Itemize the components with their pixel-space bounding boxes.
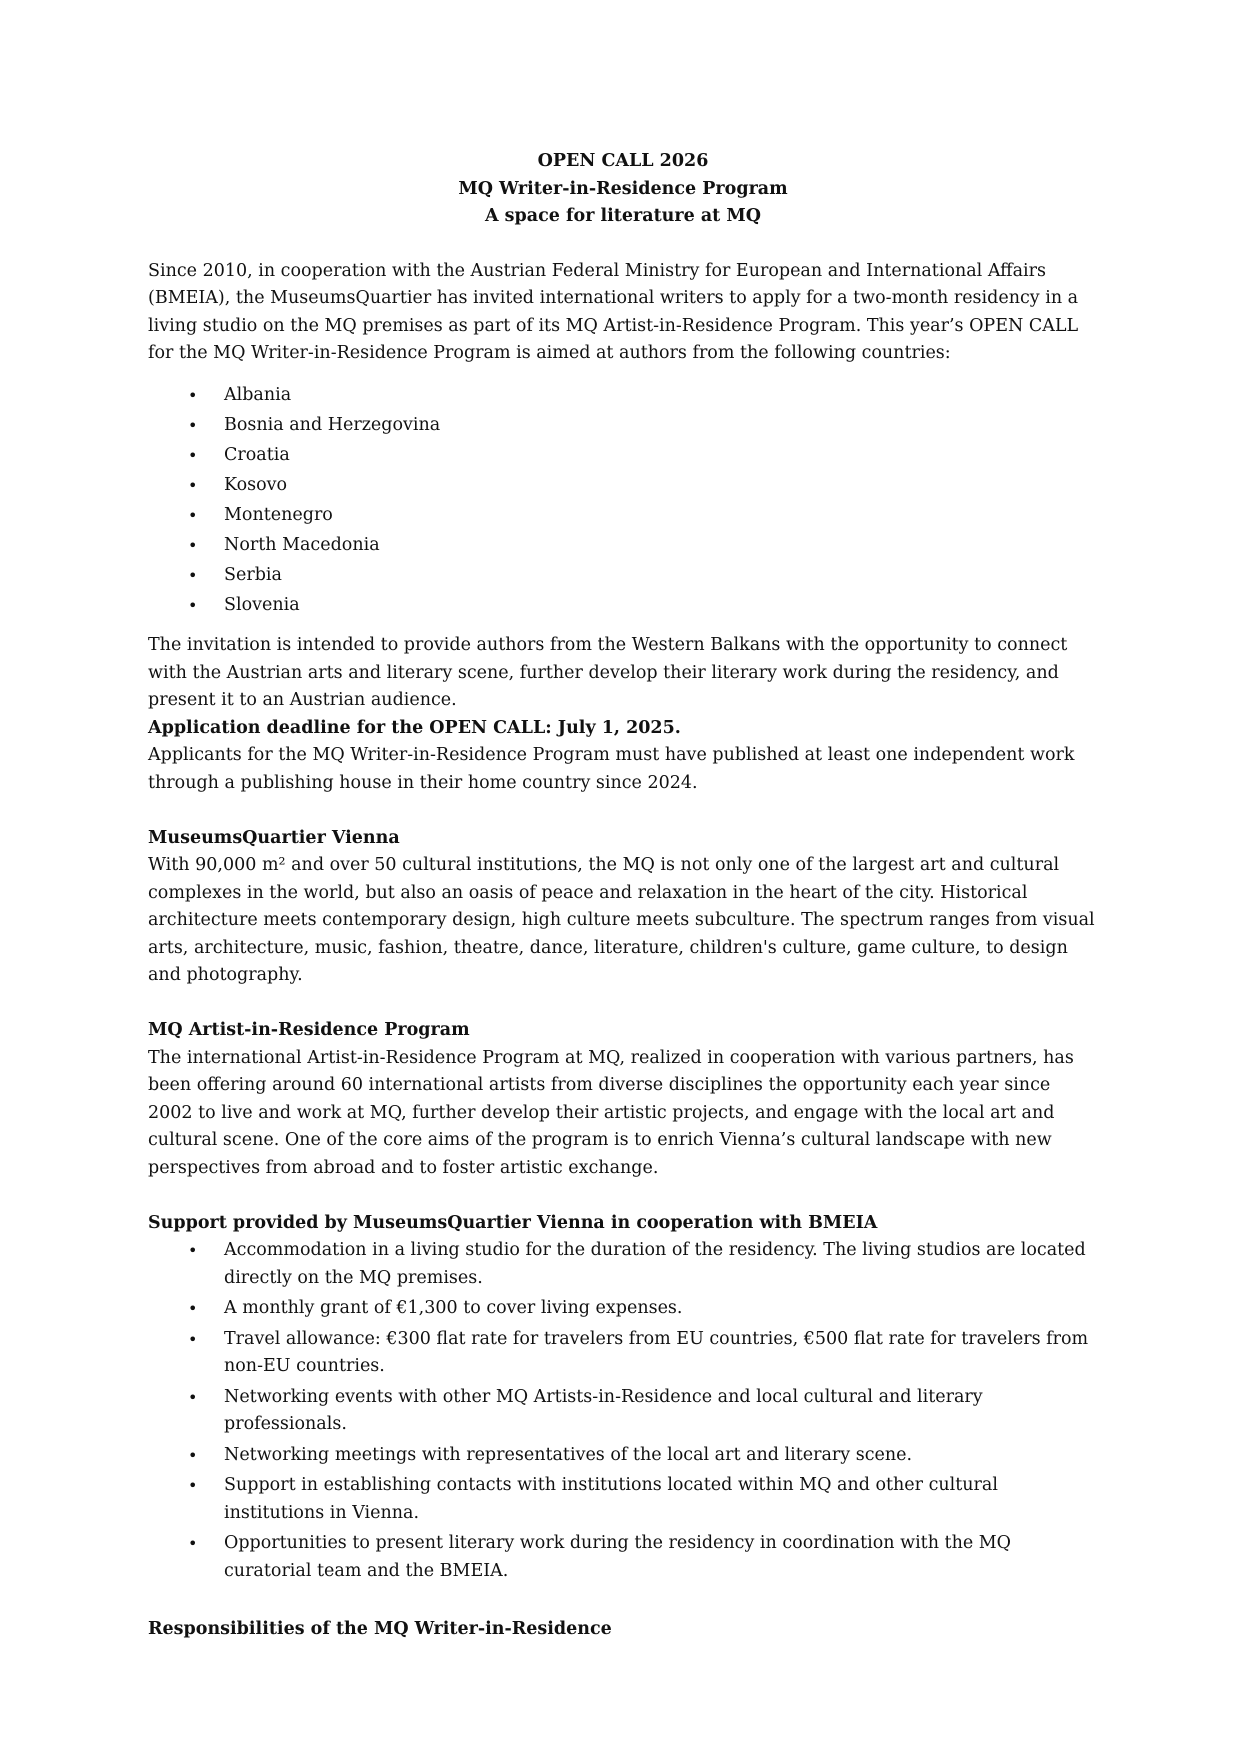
country-name: Croatia bbox=[224, 444, 290, 465]
country-name: Kosovo bbox=[224, 474, 288, 495]
intro-paragraph: Since 2010, in cooperation with the Austrian Federal Ministry for European and International Affairs (BMEIA), the MuseumsQuartier has invited international writers to apply for a two-month residency in a living studio on the MQ premises as part of its MQ Artist-in-Residence Program. This year’s OPEN CALL for the MQ Writer-in-Residence Program is aimed at authors from the following countries: bbox=[148, 260, 1079, 363]
invitation-paragraph: The invitation is intended to provide authors from the Western Balkans with the opportunity to connect with the Austrian arts and literary scene, further develop their literary work during the residency, and present it to an Austrian audience. bbox=[148, 635, 1068, 710]
support-item-text: Networking meetings with representatives of the local art and literary scene. bbox=[224, 1444, 913, 1465]
list-item bbox=[148, 1530, 1098, 1585]
country-name: Albania bbox=[224, 384, 292, 405]
list-item bbox=[148, 532, 1098, 560]
bullet-icon: • bbox=[188, 445, 198, 465]
bullet-icon: • bbox=[188, 1329, 198, 1349]
bullet-icon: • bbox=[188, 1445, 198, 1465]
program-title: MQ Writer-in-Residence Program bbox=[458, 178, 788, 199]
support-item-text: Support in establishing contacts with institutions located within MQ and other cultural institutions in Vienna. bbox=[224, 1475, 998, 1523]
spacer bbox=[148, 990, 1098, 1018]
support-item-text: Networking events with other MQ Artists-in-Residence and local cultural and literary professionals. bbox=[224, 1386, 983, 1434]
support-item-text: A monthly grant of €1,300 to cover living expenses. bbox=[224, 1298, 683, 1318]
country-name: Slovenia bbox=[224, 594, 300, 615]
bullet-icon: • bbox=[188, 415, 198, 435]
list-item bbox=[148, 442, 1098, 470]
bullet-icon: • bbox=[188, 595, 198, 615]
spacer bbox=[148, 1182, 1098, 1210]
country-list bbox=[148, 382, 1098, 620]
mq-vienna-paragraph: With 90,000 m² and over 50 cultural institutions, the MQ is not only one of the largest art and cultural complexes in the world, but also an oasis of peace and relaxation in the heart of the city. Historical architecture meets contemporary design, high culture meets subculture. The spectrum ranges from visual arts, architecture, music, fashion, theatre, dance, literature, children's culture, game culture, to design and photography. bbox=[148, 855, 1095, 985]
section-heading-responsibilities: Responsibilities of the MQ Writer-in-Residence bbox=[148, 1618, 612, 1639]
support-item-text: Accommodation in a living studio for the duration of the residency. The living studios are located directly on the MQ premises. bbox=[224, 1240, 1086, 1288]
list-item bbox=[148, 1384, 1098, 1439]
list-item bbox=[148, 562, 1098, 590]
support-item-text: Opportunities to present literary work during the residency in coordination with the MQ curatorial team and the BMEIA. bbox=[224, 1533, 1012, 1581]
bullet-icon: • bbox=[188, 1387, 198, 1407]
bullet-icon: • bbox=[188, 475, 198, 495]
support-item-text: Travel allowance: €300 flat rate for travelers from EU countries, €500 flat rate for travelers from non-EU countries. bbox=[224, 1328, 1089, 1376]
list-item bbox=[148, 1237, 1098, 1292]
list-item bbox=[148, 1295, 1098, 1323]
bullet-icon: • bbox=[188, 1476, 198, 1495]
support-list bbox=[148, 1237, 1098, 1585]
list-item bbox=[148, 592, 1098, 620]
list-item bbox=[148, 502, 1098, 530]
document-page bbox=[148, 148, 1098, 1643]
title-block bbox=[148, 148, 1098, 231]
bullet-icon: • bbox=[188, 505, 198, 525]
list-item bbox=[148, 472, 1098, 500]
list-item bbox=[148, 412, 1098, 440]
spacer bbox=[148, 797, 1098, 825]
applicants-paragraph: Applicants for the MQ Writer-in-Residence Program must have published at least one independent work through a publishing house in their home country since 2024. bbox=[148, 745, 1075, 793]
bullet-icon: • bbox=[188, 535, 198, 555]
section-heading-support: Support provided by MuseumsQuartier Vienna in cooperation with BMEIA bbox=[148, 1212, 878, 1233]
bullet-icon: • bbox=[188, 1299, 198, 1318]
spacer bbox=[148, 1588, 1098, 1616]
bullet-icon: • bbox=[188, 385, 198, 405]
list-item bbox=[148, 1326, 1098, 1381]
list-item bbox=[148, 382, 1098, 410]
program-subtitle: A space for literature at MQ bbox=[485, 206, 761, 226]
bullet-icon: • bbox=[188, 1241, 198, 1260]
country-name: Serbia bbox=[224, 564, 282, 585]
country-name: North Macedonia bbox=[224, 534, 380, 555]
bullet-icon: • bbox=[188, 565, 198, 585]
air-program-paragraph: The international Artist-in-Residence Program at MQ, realized in cooperation with various partners, has been offering around 60 international artists from diverse disciplines the opportunity each year since 2002 to live and work at MQ, further develop their artistic projects, and engage with the local art and cultural scene. One of the core aims of the program is to enrich Vienna’s cultural landscape with new perspectives from abroad and to foster artistic exchange. bbox=[148, 1047, 1074, 1178]
deadline-text: Application deadline for the OPEN CALL: July 1, 2025. bbox=[148, 717, 681, 738]
country-name: Montenegro bbox=[224, 504, 333, 525]
document-title: OPEN CALL 2026 bbox=[537, 151, 709, 171]
list-item bbox=[148, 1472, 1098, 1527]
section-heading-mq-vienna: MuseumsQuartier Vienna bbox=[148, 827, 400, 848]
section-heading-air-program: MQ Artist-in-Residence Program bbox=[148, 1020, 470, 1040]
country-name: Bosnia and Herzegovina bbox=[224, 414, 441, 435]
list-item bbox=[148, 1442, 1098, 1470]
bullet-icon: • bbox=[188, 1534, 198, 1553]
